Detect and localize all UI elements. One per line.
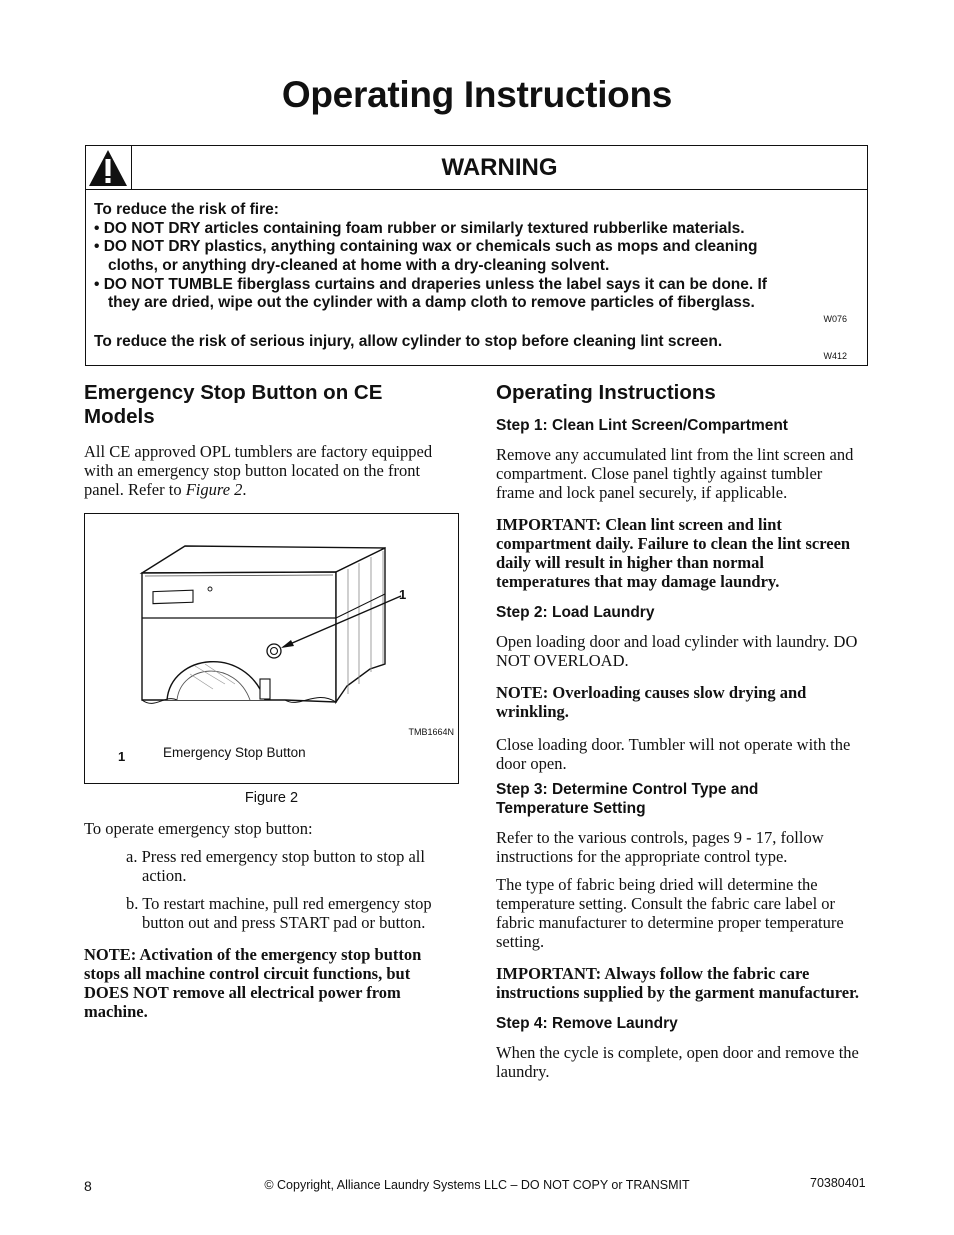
warning-icon-cell [86, 146, 132, 189]
emergency-stop-note: NOTE: Activation of the emergency stop button stops all machine control circuit functions, but DOES NOT remove all electrical power from machine. [84, 945, 422, 1021]
step3-body2: The type of fabric being dried will determine the temperature setting. Consult the fabric care label or fabric manufacturer to determine proper temperature setting. [496, 875, 844, 951]
warning-code-1: W076 [823, 314, 847, 324]
figure-box [84, 513, 459, 784]
step2-title: Step 2: Load Laundry [496, 604, 655, 621]
emergency-stop-intro: All CE approved OPL tumblers are factory equipped with an emergency stop button located on the front panel. Refer to Figure 2. [84, 442, 433, 499]
operating-instructions-heading: Operating Instructions [496, 381, 716, 404]
figure-caption: Figure 2 [244, 790, 299, 806]
operate-intro: To operate emergency stop button: [84, 819, 313, 838]
step3-important: IMPORTANT: Always follow the fabric care instructions supplied by the garment manufacturer. [496, 964, 860, 1002]
step3-body: Refer to the various controls, pages 9 - 17, follow instructions for the appropriate control type. [496, 828, 824, 866]
warning-header [86, 146, 867, 190]
warning-bullet-2: • DO NOT DRY plastics, anything containing wax or chemicals such as mops and cleaning [94, 238, 758, 255]
copyright-notice: © Copyright, Alliance Laundry Systems LLC – DO NOT COPY or TRANSMIT [264, 1178, 690, 1192]
page-number: 8 [84, 1178, 92, 1194]
figure-legend-number: 1 [118, 749, 126, 764]
figure-callout-number: 1 [399, 587, 407, 602]
tumbler-illustration [85, 514, 458, 714]
page-title: Operating Instructions [281, 74, 673, 115]
figure-reference: Figure 2 [185, 480, 243, 499]
warning-intro: To reduce the risk of fire: [94, 201, 279, 218]
warning-bullet-1: • DO NOT DRY articles containing foam rubber or similarly textured rubberlike materials. [94, 220, 745, 237]
step2-body: Open loading door and load cylinder with laundry. DO NOT OVERLOAD. [496, 632, 858, 670]
figure-code: TMB1664N [408, 727, 454, 737]
step1-important: IMPORTANT: Clean lint screen and lint compartment daily. Failure to clean the lint screen daily will result in higher than normal temperatures that may damage laundry. [496, 515, 851, 591]
step1-title: Step 1: Clean Lint Screen/Compartment [496, 417, 788, 434]
step2-body2: Close loading door. Tumbler will not operate with the door open. [496, 735, 851, 773]
list-item-b: b. To restart machine, pull red emergency stop button out and press START pad or button. [126, 894, 432, 932]
warning-title: WARNING [441, 154, 558, 181]
warning-bullet-2-cont: cloths, or anything dry-cleaned at home with a dry-cleaning solvent. [108, 257, 610, 274]
warning-triangle-icon [88, 149, 128, 187]
emergency-stop-heading: Emergency Stop Button on CE Models [84, 381, 383, 428]
warning-box [85, 145, 868, 366]
warning-code-2: W412 [823, 351, 847, 361]
document-number: 70380401 [810, 1176, 866, 1190]
warning-injury: To reduce the risk of serious injury, allow cylinder to stop before cleaning lint screen. [94, 333, 723, 350]
warning-bullet-3: • DO NOT TUMBLE fiberglass curtains and draperies unless the label says it can be done. If [94, 276, 767, 293]
step1-body: Remove any accumulated lint from the lint screen and compartment. Close panel tightly against tumbler frame and lock panel securely, if applicable. [496, 445, 854, 502]
list-item-a: a. Press red emergency stop button to stop all action. [126, 847, 425, 885]
warning-bullet-3-cont: they are dried, wipe out the cylinder with a damp cloth to remove particles of fiberglass. [108, 294, 755, 311]
figure-legend-label: Emergency Stop Button [163, 745, 306, 760]
step4-title: Step 4: Remove Laundry [496, 1015, 678, 1032]
step4-body: When the cycle is complete, open door and remove the laundry. [496, 1043, 859, 1081]
step3-title: Step 3: Determine Control Type and Temperature Setting [496, 781, 759, 817]
step2-note: NOTE: Overloading causes slow drying and wrinkling. [496, 683, 807, 721]
